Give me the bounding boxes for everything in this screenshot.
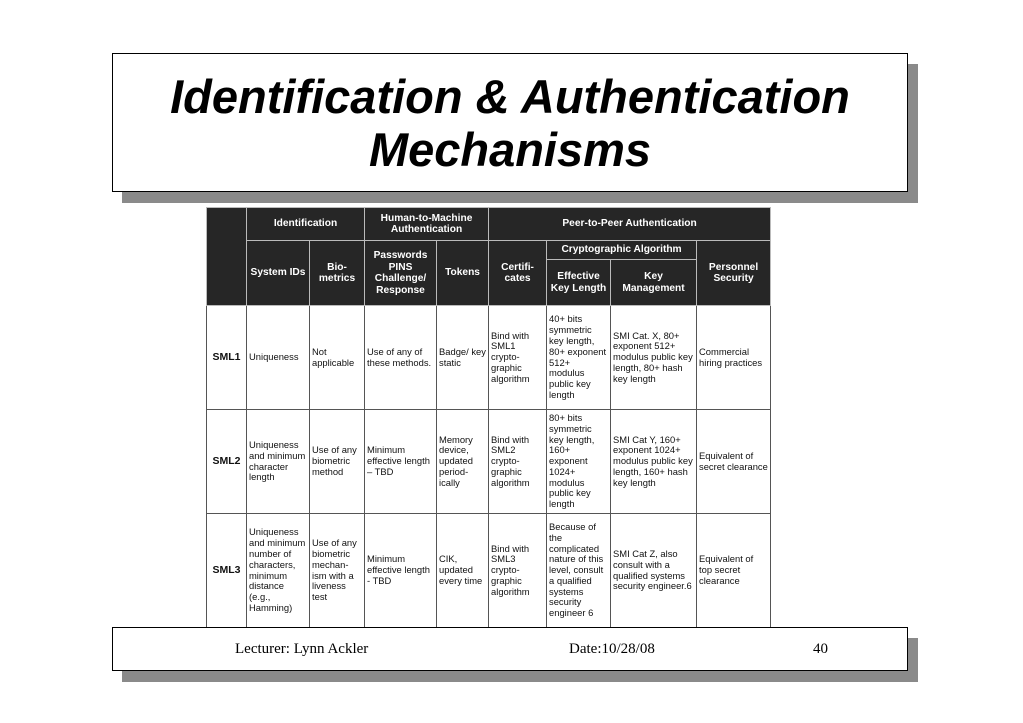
cell-personnel-security: Equivalent of top secret clearance [697,514,771,628]
row-label: SML3 [207,514,247,628]
group-crypto-algorithm: Cryptographic Algorithm [547,241,697,260]
col-certificates: Certifi-cates [489,241,547,306]
group-identification: Identification [247,208,365,241]
cell-tokens: Badge/ key static [437,306,489,410]
row-label: SML1 [207,306,247,410]
cell-effective-key-length: 40+ bits symmetric key length, 80+ exponent 512+ modulus public key length [547,306,611,410]
cell-key-management: SMI Cat. X, 80+ exponent 512+ modulus public key length, 80+ hash key length [611,306,697,410]
cell-key-management: SMI Cat Z, also consult with a qualified systems security engineer.6 [611,514,697,628]
title-line-2: Mechanisms [368,123,652,176]
col-key-management: Key Management [611,260,697,306]
table-row [207,306,771,410]
col-biometrics: Bio-metrics [310,241,365,306]
slide-title [112,53,908,192]
cell-biometrics: Not applicable [310,306,365,410]
cell-passwords: Minimum effective length – TBD [365,410,437,514]
footer-lecturer: Lecturer: Lynn Ackler [235,641,369,657]
cell-tokens: Memory device, updated period-ically [437,410,489,514]
cell-personnel-security: Equivalent of secret clearance [697,410,771,514]
cell-effective-key-length: Because of the complicated nature of this level, consult a qualified systems security engineer 6 [547,514,611,628]
sml-table [206,207,771,628]
corner-cell [207,208,247,306]
cell-personnel-security: Commercial hiring practices [697,306,771,410]
footer-page-number: 40 [813,641,828,657]
group-peer-to-peer: Peer-to-Peer Authentication [489,208,771,241]
cell-biometrics: Use of any biometric mechan-ism with a liveness test [310,514,365,628]
col-effective-key-length: Effective Key Length [547,260,611,306]
cell-certificates: Bind with SML3 crypto-graphic algorithm [489,514,547,628]
col-system-ids: System IDs [247,241,310,306]
cell-key-management: SMI Cat Y, 160+ exponent 1024+ modulus public key length, 160+ hash key length [611,410,697,514]
row-label: SML2 [207,410,247,514]
cell-system-ids: Uniqueness [247,306,310,410]
col-personnel-security: Personnel Security [697,241,771,306]
cell-certificates: Bind with SML2 crypto-graphic algorithm [489,410,547,514]
slide-footer [112,627,908,671]
cell-effective-key-length: 80+ bits symmetric key length, 160+ exponent 1024+ modulus public key length [547,410,611,514]
cell-passwords: Use of any of these methods. [365,306,437,410]
cell-certificates: Bind with SML1 crypto-graphic algorithm [489,306,547,410]
group-human-to-machine: Human-to-Machine Authentication [365,208,489,241]
sml-table-image [206,207,770,627]
cell-system-ids: Uniqueness and minimum character length [247,410,310,514]
title-line-1: Identification & Authentication [170,70,850,123]
table-row [207,514,771,628]
col-passwords: Passwords PINS Challenge/ Response [365,241,437,306]
cell-biometrics: Use of any biometric method [310,410,365,514]
cell-tokens: CIK, updated every time [437,514,489,628]
footer-date: Date:10/28/08 [569,641,655,657]
cell-passwords: Minimum effective length - TBD [365,514,437,628]
col-tokens: Tokens [437,241,489,306]
table-row [207,410,771,514]
cell-system-ids: Uniqueness and minimum number of characters, minimum distance (e.g., Hamming) [247,514,310,628]
